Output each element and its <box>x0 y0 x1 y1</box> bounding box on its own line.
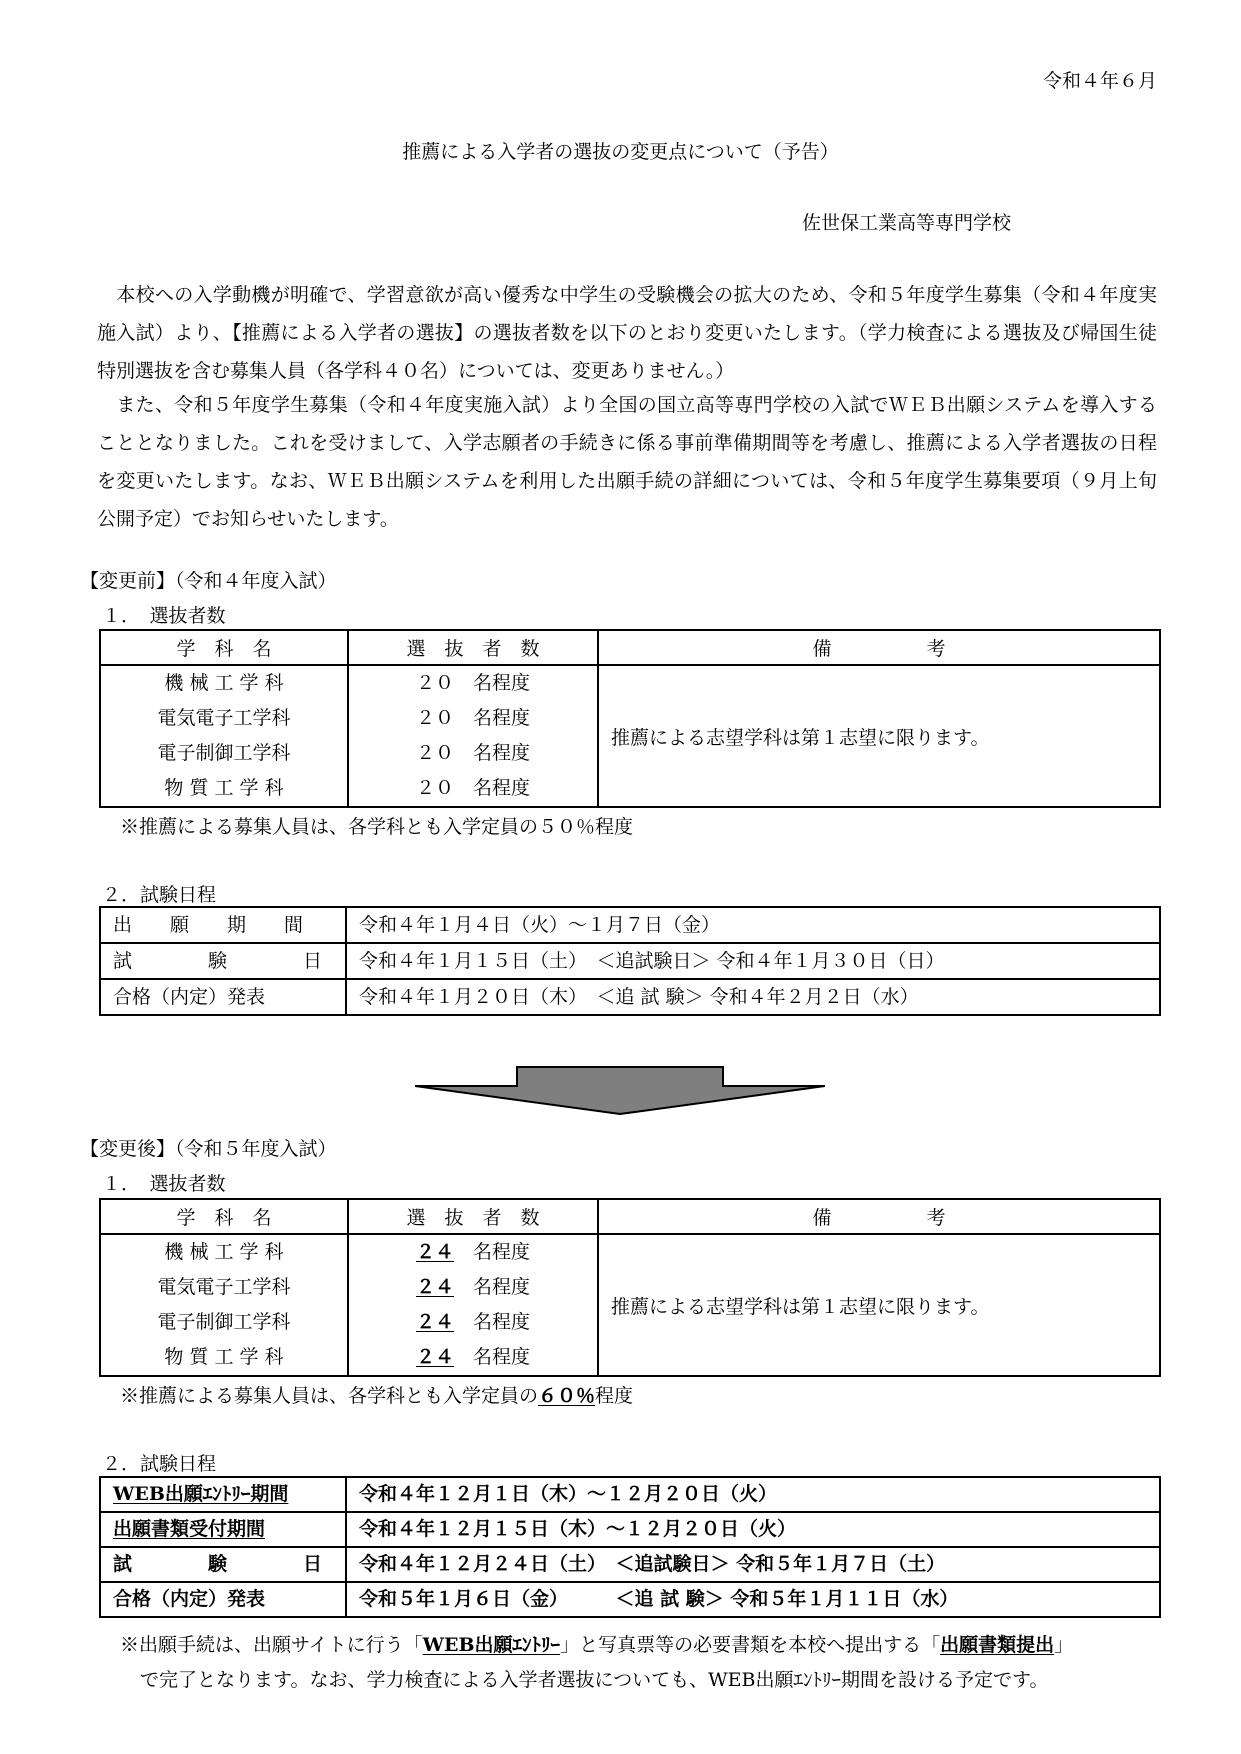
intro-paragraph-1: 本校への入学動機が明確で、学習意欲が高い優秀な中学生の受験機会の拡大のため、令和５年度学生募集（令和４年度実施入試）より、【推薦による入学者の選抜】の選抜者数を以下のとおり変更いたします。（学力検査による選抜及び帰国生徒特別選抜を含む募集人員（各学科４０名）については、変更ありません。） <box>97 284 1157 382</box>
schedule-value: 令和４年１月２０日（木） ＜追 試 験＞ 令和４年２月２日（水） <box>346 979 1160 1015</box>
table-row <box>100 1512 1160 1547</box>
count-value: ２０ <box>415 777 454 799</box>
count-unit: 名程度 <box>473 1346 531 1368</box>
count-cell <box>361 1270 585 1305</box>
table-row <box>100 979 1160 1015</box>
count-cell <box>361 666 585 701</box>
count-list <box>348 665 598 807</box>
schedule-label: 試 験 日 <box>100 1547 346 1582</box>
schedule-value: 令和４年１２月１日（木）～１２月２０日（火） <box>346 1477 1160 1512</box>
intro-paragraph-2: また、令和５年度学生募集（令和４年度実施入試）より全国の国立高等専門学校の入試でＷＥＢ出願システムを導入することとなりました。これを受けまして、入学志願者の手続きに係る事前準備期間等を考慮し、推薦による入学者選抜の日程を変更いたします。なお、ＷＥＢ出願システムを利用した出願手続の詳細については、令和５年度学生募集要項（９月上旬公開予定）でお知らせいたします。 <box>97 394 1157 530</box>
note-text: ※推薦による募集人員は、各学科とも入学定員の <box>120 816 539 838</box>
table-row <box>100 907 1160 943</box>
remark-cell: 推薦による志望学科は第１志望に限ります。 <box>598 665 1160 807</box>
department-name: 物 質 工 学 科 <box>164 1346 284 1368</box>
table-row <box>100 1547 1160 1582</box>
count-unit: 名程度 <box>473 672 531 694</box>
count-cell <box>361 1235 585 1270</box>
before-schedule-table <box>99 906 1161 1016</box>
count-unit: 名程度 <box>473 1311 531 1333</box>
department-list <box>100 665 348 807</box>
department-list <box>100 1234 348 1376</box>
document-date: 令和４年６月 <box>1042 70 1157 92</box>
schedule-value: 令和４年１２月１５日（木）～１２月２０日（火） <box>346 1512 1160 1547</box>
count-value: ２０ <box>415 707 454 729</box>
before-section-2-title: ２．試験日程 <box>102 884 217 906</box>
department-name: 機 械 工 学 科 <box>164 672 284 694</box>
table-row <box>100 1477 1160 1512</box>
count-cell <box>361 701 585 736</box>
schedule-value: 令和４年１２月２４日（土） ＜追試験日＞ 令和５年１月７日（土） <box>346 1547 1160 1582</box>
schedule-label <box>100 1512 346 1547</box>
schedule-value: 令和４年１月１５日（土） ＜追試験日＞ 令和４年１月３０日（日） <box>346 943 1160 979</box>
before-section-1-title: １． 選抜者数 <box>102 605 226 627</box>
note-text: 」と写真票等の必要書類を本校へ提出する「 <box>560 1634 941 1656</box>
note-suffix: 程度 <box>595 1385 634 1407</box>
document-title: 推薦による入学者の選抜の変更点について（予告） <box>402 141 839 163</box>
count-unit: 名程度 <box>473 1276 531 1298</box>
schedule-label: 合格（内定）発表 <box>100 979 346 1015</box>
after-section-1-title: １． 選抜者数 <box>102 1173 226 1195</box>
table-row <box>100 1582 1160 1617</box>
before-quota-note <box>120 812 633 839</box>
note-percent: ６０％ <box>538 1385 596 1407</box>
note-text: 」 <box>1054 1634 1074 1656</box>
count-cell <box>361 736 585 771</box>
table-row <box>100 943 1160 979</box>
schedule-label-text: 出願書類受付期間 <box>113 1518 266 1540</box>
department-name: 電子制御工学科 <box>157 1311 291 1333</box>
note-suffix: 程度 <box>595 816 634 838</box>
header-remarks: 備 考 <box>598 630 1160 665</box>
count-cell <box>361 1305 585 1340</box>
header-count: 選 抜 者 数 <box>348 1199 598 1234</box>
header-department: 学 科 名 <box>100 630 348 665</box>
down-arrow-icon <box>412 1066 828 1116</box>
count-value: ２４ <box>415 1241 454 1263</box>
header-remarks: 備 考 <box>598 1199 1160 1234</box>
schedule-value: 令和５年１月６日（金） ＜追 試 験＞ 令和５年１月１１日（水） <box>346 1582 1160 1617</box>
after-selection-table <box>99 1198 1161 1377</box>
count-unit: 名程度 <box>473 777 531 799</box>
before-heading: 【変更前】（令和４年度入試） <box>80 570 337 592</box>
schedule-label <box>100 1477 346 1512</box>
count-value: ２４ <box>415 1276 454 1298</box>
final-note-line-2: で完了となります。なお、学力検査による入学者選抜についても、WEB出願ｴﾝﾄﾘｰ期間を設ける予定です。 <box>140 1669 1049 1691</box>
note-text: ※推薦による募集人員は、各学科とも入学定員の <box>120 1385 539 1407</box>
note-percent: ５０％ <box>538 816 596 838</box>
count-list <box>348 1234 598 1376</box>
count-value: ２０ <box>415 742 454 764</box>
count-unit: 名程度 <box>473 1241 531 1263</box>
final-note-line-1 <box>120 1630 1073 1657</box>
schedule-label-text: WEB出願ｴﾝﾄﾘｰ期間 <box>113 1483 289 1505</box>
count-cell <box>361 1340 585 1375</box>
schedule-label: 出 願 期 間 <box>100 907 346 943</box>
department-name: 電気電子工学科 <box>157 1276 291 1298</box>
note-emphasis: 出願書類提出 <box>940 1634 1055 1656</box>
department-name: 物 質 工 学 科 <box>164 777 284 799</box>
count-value: ２０ <box>415 672 454 694</box>
count-value: ２４ <box>415 1346 454 1368</box>
remark-cell: 推薦による志望学科は第１志望に限ります。 <box>598 1234 1160 1376</box>
after-quota-note <box>120 1381 633 1408</box>
count-value: ２４ <box>415 1311 454 1333</box>
after-section-2-title: ２．試験日程 <box>102 1453 217 1475</box>
count-unit: 名程度 <box>473 707 531 729</box>
count-unit: 名程度 <box>473 742 531 764</box>
note-emphasis: WEB出願ｴﾝﾄﾘｰ <box>422 1634 561 1656</box>
after-heading: 【変更後】（令和５年度入試） <box>80 1138 337 1160</box>
department-name: 電子制御工学科 <box>157 742 291 764</box>
department-name: 機 械 工 学 科 <box>164 1241 284 1263</box>
count-cell <box>361 771 585 806</box>
header-department: 学 科 名 <box>100 1199 348 1234</box>
before-selection-table <box>99 629 1161 808</box>
schedule-value: 令和４年１月４日（火）～１月７日（金） <box>346 907 1160 943</box>
school-name: 佐世保工業高等専門学校 <box>802 212 1012 234</box>
note-text: ※出願手続は、出願サイトに行う「 <box>120 1634 423 1656</box>
after-schedule-table <box>99 1476 1161 1618</box>
schedule-label: 試 験 日 <box>100 943 346 979</box>
schedule-label: 合格（内定）発表 <box>100 1582 346 1617</box>
header-count: 選 抜 者 数 <box>348 630 598 665</box>
department-name: 電気電子工学科 <box>157 707 291 729</box>
